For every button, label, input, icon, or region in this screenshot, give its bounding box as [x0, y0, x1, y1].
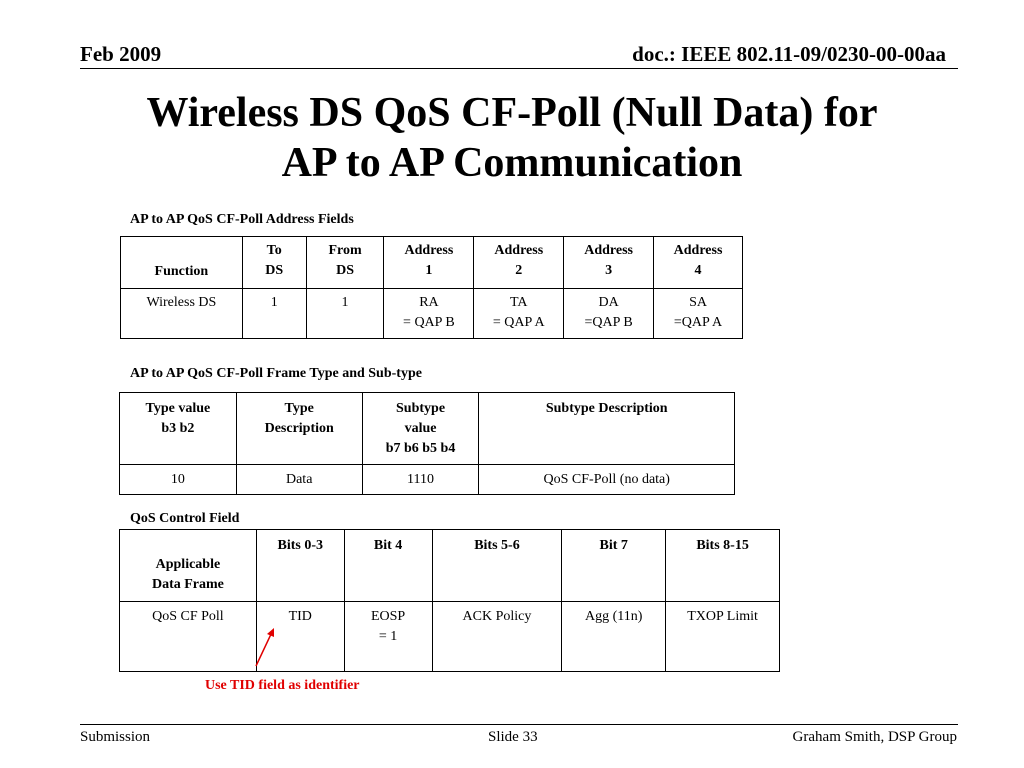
frame-type-table [119, 392, 735, 495]
annotation-note: Use TID field as identifier [205, 678, 360, 693]
table-header-row [120, 393, 735, 465]
from-text: From DS [328, 243, 362, 278]
address-3-text: Address 3 [584, 243, 634, 278]
header-cell: Type value b3 b2 [120, 393, 237, 465]
to-text: To DS [265, 243, 284, 278]
address-1-text: Address 1 [404, 243, 454, 278]
table-header-row [120, 530, 780, 602]
frame-type-caption: AP to AP QoS CF-Poll Frame Type and Sub-type [130, 366, 422, 381]
slide-title [40, 88, 984, 188]
header-cell [564, 237, 654, 289]
qos-control-caption: QoS Control Field [130, 511, 240, 526]
header-cell [474, 237, 564, 289]
qos-control-table [119, 529, 780, 672]
table-row [120, 465, 735, 495]
header-cell: Bits 5-6 [432, 530, 562, 602]
header-cell: Bits 0-3 [256, 530, 344, 602]
footer-slide-number: Slide 33 [488, 729, 538, 745]
header-cell: Bit 7 [562, 530, 666, 602]
table-row [120, 602, 780, 672]
header-cell: Function [121, 237, 243, 289]
table-cell: SA =QAP A [654, 289, 743, 339]
table-cell: TXOP Limit [666, 602, 780, 672]
table-cell: Wireless DS [121, 289, 243, 339]
header-cell [654, 237, 743, 289]
header-cell: Subtype Description [479, 393, 735, 465]
header-cell [242, 237, 306, 289]
table-cell: TA = QAP A [474, 289, 564, 339]
table-cell: DA =QAP B [564, 289, 654, 339]
header-doc-id: doc.: IEEE 802.11-09/0230-00-00aa [632, 42, 946, 66]
title-line-1: Wireless DS QoS CF-Poll (Null Data) for [146, 90, 878, 136]
address-fields-caption: AP to AP QoS CF-Poll Address Fields [130, 212, 354, 227]
header-cell [384, 237, 474, 289]
table-cell: ACK Policy [432, 602, 562, 672]
footer-submission: Submission [80, 729, 151, 745]
tid-arrow-icon [250, 626, 280, 670]
address-4-text: Address 4 [673, 243, 723, 278]
header-cell [306, 237, 384, 289]
table-cell: 1110 [362, 465, 479, 495]
header-cell: Type Description [236, 393, 362, 465]
table-cell: 10 [120, 465, 237, 495]
table-cell: RA = QAP B [384, 289, 474, 339]
table-cell: TID [256, 602, 344, 672]
table-cell: Data [236, 465, 362, 495]
table-cell: QoS CF Poll [120, 602, 257, 672]
header-cell: Applicable Data Frame [120, 530, 257, 602]
header-cell: Bits 8-15 [666, 530, 780, 602]
table-cell: Agg (11n) [562, 602, 666, 672]
footer-rule [80, 724, 958, 725]
table-cell: QoS CF-Poll (no data) [479, 465, 735, 495]
address-2-text: Address 2 [494, 243, 544, 278]
header-date: Feb 2009 [80, 42, 162, 66]
table-cell: 1 [242, 289, 306, 339]
footer-author: Graham Smith, DSP Group [792, 729, 957, 745]
table-header-row [121, 237, 743, 289]
header-cell: Subtype value b7 b6 b5 b4 [362, 393, 479, 465]
address-fields-table [120, 236, 743, 339]
title-line-2: AP to AP Communication [281, 140, 743, 186]
table-row [121, 289, 743, 339]
table-cell: EOSP = 1 [344, 602, 432, 672]
header-cell: Bit 4 [344, 530, 432, 602]
header-rule [80, 68, 958, 69]
table-cell: 1 [306, 289, 384, 339]
